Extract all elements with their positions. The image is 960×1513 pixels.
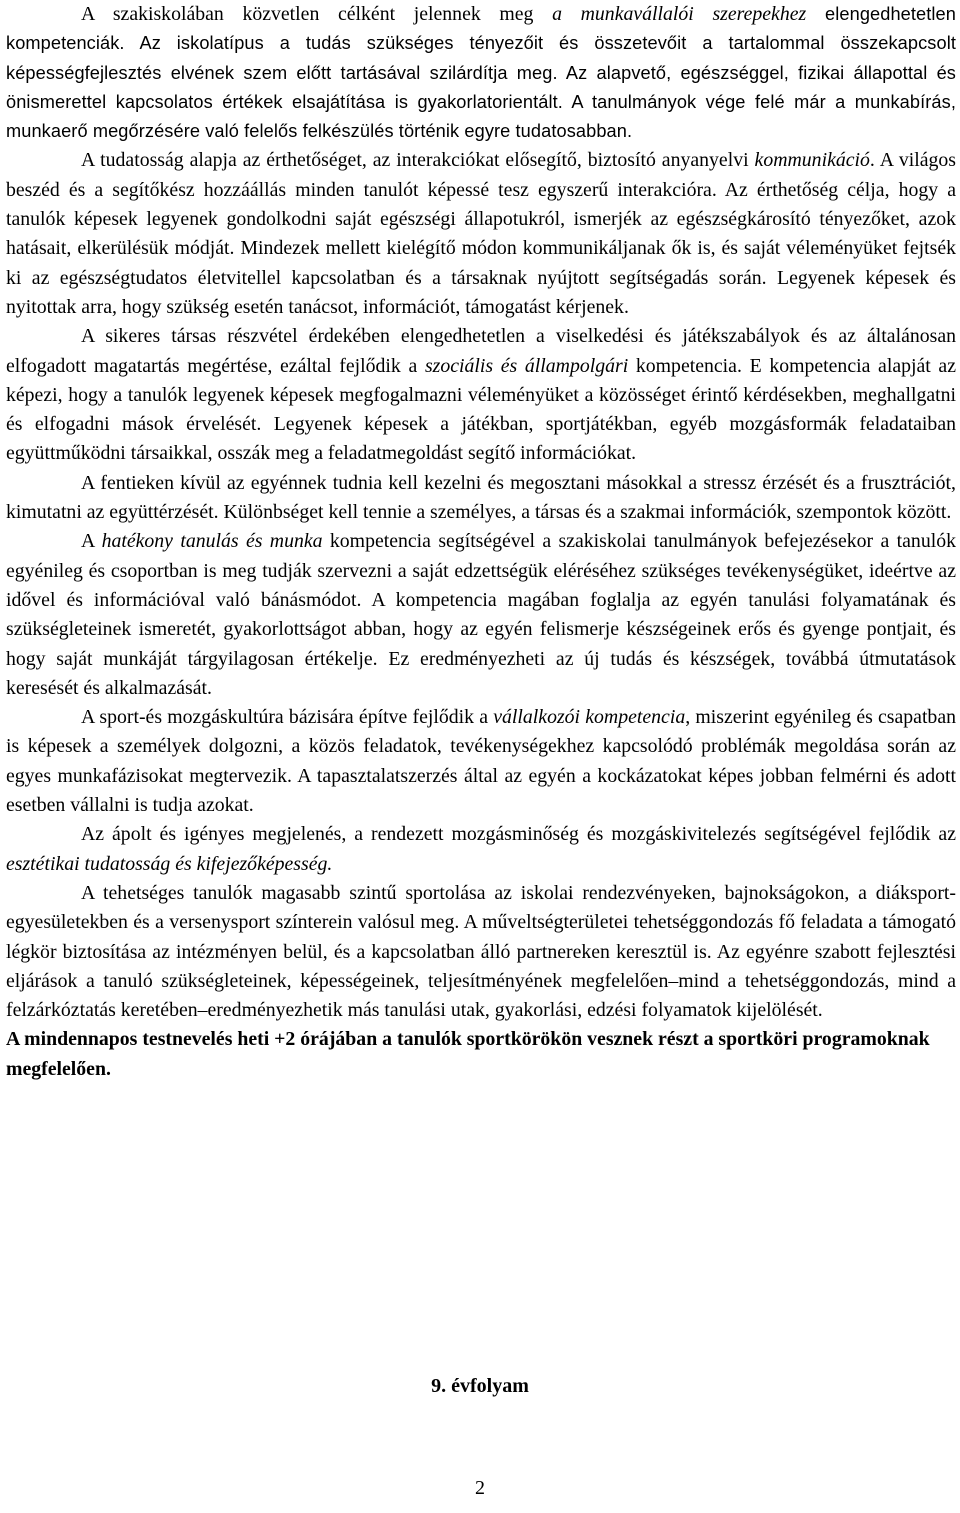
paragraph-learning-competence <box>6 527 956 703</box>
p5-text-c: kompetencia segítségével a szakiskolai tanulmányok befejezésekor a tanulók egyénileg és csoportban is meg tudják szervezni a saját edzettségük eléréséhez szükséges tevékenységüket, ideértve az idővel és információval való bánásmódot. A kompetencia magában foglalja az egyén tanulási folyamatának és szükségleteinek ismeretét, gyakorlottságot abban, hogy az egyén felismerje készségeinek erős és gyenge pontjait, és hogy saját munkáját tárgyilagosan értékelje. Ez eredményezheti az új tudás és készségek, továbbá útmutatások keresését és alkalmazását. <box>6 530 956 699</box>
p5-emphasis: hatékony tanulás és munka <box>101 530 323 553</box>
paragraph-entrepreneurial-competence <box>6 703 956 820</box>
p3-emphasis: szociális és állampolgári <box>424 354 629 377</box>
p1-text-c: elengedhetetlen kompetenciák. Az iskolatípus a tudás szükséges tényezőit és összetevőit a tartalommal összekapcsolt képességfejlesztés elvének szem előtt tartásával szilárdítja meg. Az alapvető, egészséggel, fizikai állapottal és önismerettel kapcsolatos értékek elsajátítása is gyakorlatorientált. A tanulmányok vége felé már a munkabírás, munkaerő megőrzésére való felelős felkészülés történik egyre tudatosabban. <box>6 4 956 142</box>
p6-emphasis: vállalkozói kompetencia <box>493 706 686 729</box>
p6-text-c: , miszerint egyénileg és csapatban is képesek a személyek dolgozni, a közös feladatok, tevékenységekhez kapcsolódó problémák megoldása során az egyes munkafázisokat megtervezik. A tapasztalatszerzés által az egyén a kockázatokat képes jobban felmérni és adott esetben vállalni is tudja azokat. <box>6 706 956 817</box>
p2-emphasis: kommunikáció <box>754 149 870 172</box>
p8-text-a: A tehetséges tanulók magasabb szintű sportolása az iskolai rendezvényeken, bajnokságokon, a diáksport-egyesületekben és a versenysport színterein valósul meg. A műveltségterületei tehetséggondozás fő feladata a támogató légkör biztosítása az intézményen belül, és a kapcsolatban álló partnereken keresztül is. Az egyénre szabott fejlesztési eljárások a tanuló szükségleteinek, képességeinek, teljesítményének megfelelően–mind a tehetséggondozás, mind a felzárkóztatás keretében–eredményezhetik más tanulási utak, gyakorlási, edzési folyamatok kijelölését. <box>6 881 956 1022</box>
paragraph-talent-development <box>6 879 956 1025</box>
p1-text-a: A szakiskolában közvetlen célként jelennek meg <box>81 3 553 25</box>
p2-text-a: A tudatosság alapja az érthetőséget, az interakciókat elősegítő, biztosító anyanyelvi <box>81 149 755 172</box>
bold-note: A mindennapos testnevelés heti +2 órájában a tanulók sportkörökön vesznek részt a sportköri programoknak megfelelően. <box>6 1028 930 1080</box>
p2-text-c: . A világos beszéd és a segítőkész hozzáállás minden tanulót képessé tesz egyszerű interakcióra. Az érthetőség célja, hogy a tanulók képesek legyenek gondolkodni saját egészségi állapotukról, ismerjék az egészségkárosító tényezőket, azok hatásait, elkerülésük módját. Mindezek mellett kielégítő módon kommunikáljanak ők is, és saját véleményüket fejtsék ki az egészségtudatos életvitellel kapcsolatban és a társaknak nyújtott segítségadás során. Legyenek képesek és nyitottak arra, hogy szükség esetén tanácsot, információt, támogatást kérjenek. <box>6 149 956 318</box>
p7-text-a: Az ápolt és igényes megjelenés, a rendezett mozgásminőség és mozgáskivitelezés segítségével fejlődik az <box>81 823 956 846</box>
document-body <box>6 0 956 1084</box>
p3-text-a: A sikeres társas részvétel érdekében elengedhetetlen a viselkedési és játékszabályok és az általánosan elfogadott magatartás megértése, ezáltal fejlődik a <box>6 325 956 377</box>
section-heading: 9. évfolyam <box>431 1375 529 1397</box>
paragraph-stress-management <box>6 469 956 528</box>
page-number: 2 <box>475 1477 485 1499</box>
paragraph-workplace-competencies <box>6 0 956 146</box>
paragraph-communication <box>6 146 956 322</box>
p1-emphasis: a munkavállalói szerepekhez <box>552 3 807 25</box>
p6-text-a: A sport-és mozgáskultúra bázisára építve fejlődik a <box>81 706 494 729</box>
paragraph-social-competence <box>6 322 956 468</box>
p4-text-a: A fentieken kívül az egyénnek tudnia kell kezelni és megosztani másokkal a stressz érzését és a frusztrációt, kimutatni az együttérzését. Különbséget kell tennie a személyes, a társas és a szakmai információk, szempontok között. <box>6 471 956 524</box>
p3-text-c: kompetencia. E kompetencia alapját az képezi, hogy a tanulók legyenek képesek megfogalmazni véleményüket a közösséget érintő kérdésekben, meghallgatni és elfogadni mások érvelését. Legyenek képesek a játékban, sportjátékban, egyéb mozgásformák feladataiban együttműködni társaikkal, osszák meg a feladatmegoldást segítő információkat. <box>6 354 956 465</box>
p7-emphasis: esztétikai tudatosság és kifejezőképesség. <box>6 852 333 875</box>
p5-text-a: A <box>81 530 102 553</box>
paragraph-aesthetic-awareness <box>6 820 956 879</box>
